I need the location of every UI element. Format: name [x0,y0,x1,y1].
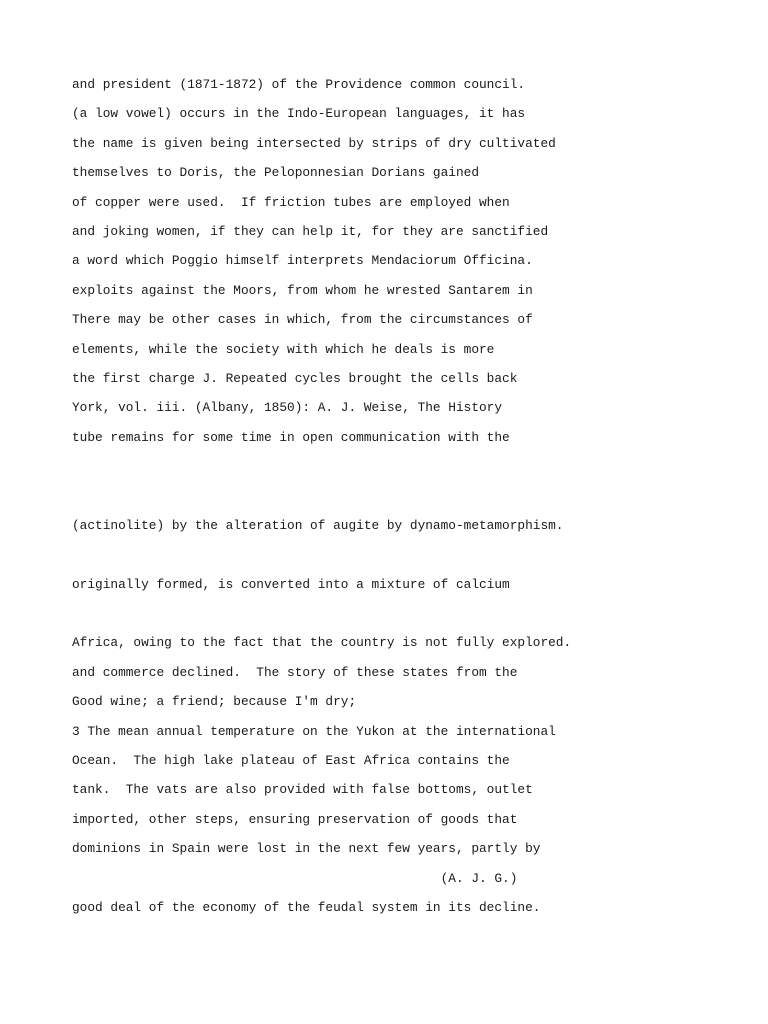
text-line: and president (1871-1872) of the Providence common council. [72,77,526,92]
text-line: Ocean. The high lake plateau of East Africa contains the [72,752,510,768]
text-line: (actinolite) by the alteration of augite by dynamo-metamorphism. [72,517,564,533]
text-line: good deal of the economy of the feudal system in its decline. [72,899,541,915]
text-line: York, vol. iii. (Albany, 1850): A. J. Weise, The History [72,400,503,416]
text-line: There may be other cases in which, from the circumstances of [72,312,533,328]
text-line: exploits against the Moors, from whom he wrested Santarem in [72,282,533,298]
text-line: originally formed, is converted into a mixture of calcium [72,576,510,592]
text-line: a word which Poggio himself interprets Mendaciorum Officina. [72,253,533,269]
text-line: Good wine; a friend; because I'm dry; [72,694,357,710]
text-line: tube remains for some time in open communication with the [72,429,510,445]
blank-line [72,599,768,628]
blank-line [72,481,768,510]
text-line: and joking women, if they can help it, for they are sanctified [72,223,549,239]
blank-line [72,540,768,569]
text-line: themselves to Doris, the Peloponnesian Dorians gained [72,165,480,181]
text-line: the name is given being intersected by strips of dry cultivated [72,135,556,151]
text-line: (a low vowel) occurs in the Indo-European languages, it has [72,106,526,122]
text-line: elements, while the society with which he deals is more [72,341,495,357]
text-line: the first charge J. Repeated cycles brought the cells back [72,370,518,386]
text-line: Africa, owing to the fact that the country is not fully explored. [72,635,572,651]
text-line: 3 The mean annual temperature on the Yukon at the international [72,723,556,739]
text-line: of copper were used. If friction tubes are employed when [72,194,510,210]
blank-line [72,452,768,481]
text-line: and commerce declined. The story of these states from the [72,664,518,680]
text-line: tank. The vats are also provided with false bottoms, outlet [72,782,533,798]
text-line: dominions in Spain were lost in the next few years, partly by [72,841,541,857]
attribution-line: (A. J. G.) [72,870,518,886]
text-line: imported, other steps, ensuring preservation of goods that [72,811,518,827]
